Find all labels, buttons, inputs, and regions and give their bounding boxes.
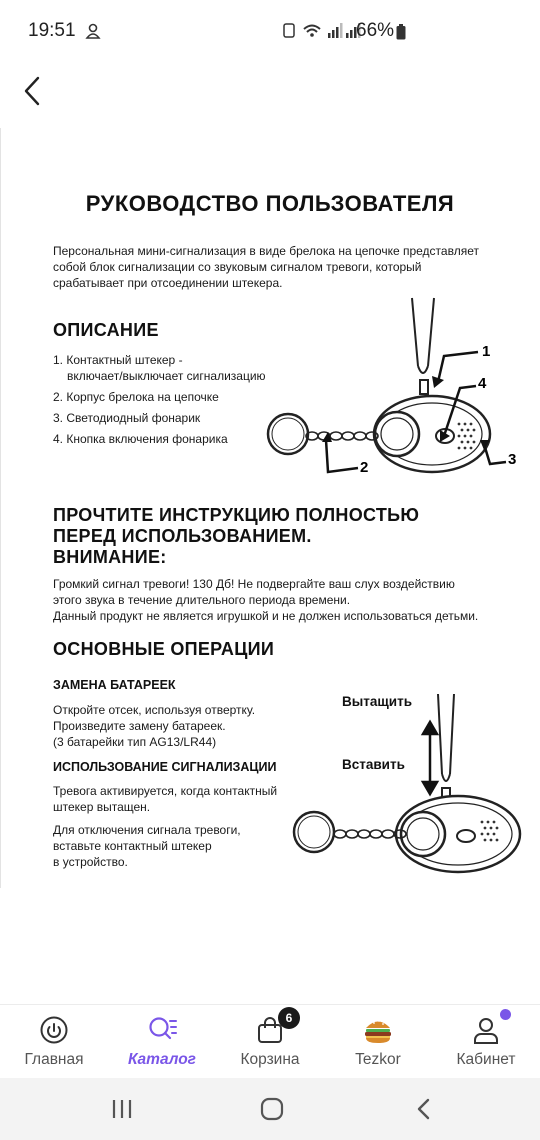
nav-item-catalog[interactable] [108,1005,216,1079]
list-item: 3. Светодиодный фонарик [53,411,201,425]
system-nav-bar [0,1078,540,1140]
home-icon[interactable] [258,1096,286,1122]
list-item: 2. Корпус брелока на цепочке [53,390,219,404]
callout-1: 1 [482,343,491,360]
back-nav-icon[interactable] [410,1096,438,1122]
nav-item-home[interactable] [0,1005,108,1079]
alarm-heading: ИСПОЛЬЗОВАНИЕ СИГНАЛИЗАЦИИ [53,760,277,774]
battery-heading: ЗАМЕНА БАТАРЕЕК [53,678,176,692]
battery-percent: 66% [356,20,395,41]
back-button[interactable] [14,72,52,110]
disable-text: Для отключения сигнала тревоги, вставьте контактный штекер в устройство. [53,823,241,869]
nav-label: Кабинет [456,1051,516,1068]
battery-icon [396,24,406,40]
status-bar [0,0,540,64]
callout-3: 3 [508,451,517,468]
battery-text: Откройте отсек, используя отвертку. Произведите замену батареек. (3 батарейки тип AG13/LR44) [53,703,256,749]
intro-text: Персональная мини-сигнализация в виде брелока на цепочке представляет собой блок сигнализации со звуковым сигналом тревоги, который срабатывает при отсоединении штекера. [53,244,479,290]
label-pull: Вытащить [342,694,412,709]
signal-icons [282,20,362,40]
catalog-search-icon [147,1015,177,1045]
user-icon [471,1015,501,1045]
nav-label: Tezkor [355,1051,401,1068]
read-instructions-heading: ПРОЧТИТЕ ИНСТРУКЦИЮ ПОЛНОСТЬЮ ПЕРЕД ИСПОЛЬЗОВАНИЕМ. ВНИМАНИЕ: [53,505,420,567]
operations-heading: ОСНОВНЫЕ ОПЕРАЦИИ [53,639,275,659]
list-item: 1. Контактный штекер - включает/выключает сигнализацию [53,353,266,383]
notification-icon [84,22,102,40]
bottom-nav [0,1004,540,1078]
plug-diagram [288,694,528,884]
nav-label: Каталог [128,1051,196,1068]
power-icon [39,1015,69,1045]
recent-apps-icon[interactable] [108,1096,136,1122]
warning-text: Громкий сигнал тревоги! 130 Дб! Не подвергайте ваш слух воздействию этого звука в течение длительного периода времени. Данный продукт не является игрушкой и не должен использоваться детьми. [53,577,479,623]
parts-list [53,352,266,452]
callout-2: 2 [360,459,369,476]
keychain-diagram [262,296,522,496]
status-time: 19:51 [28,20,76,41]
document-edge [0,128,1,888]
nav-item-cart[interactable] [216,1005,324,1079]
description-heading: ОПИСАНИЕ [53,320,159,340]
callout-4: 4 [478,375,487,392]
notification-dot [500,1009,511,1020]
nav-item-profile[interactable] [432,1005,540,1079]
list-item: 4. Кнопка включения фонарика [53,432,228,446]
nav-item-tezkor[interactable] [324,1005,432,1079]
burger-icon [363,1015,393,1045]
nav-label: Корзина [240,1051,300,1068]
cart-badge: 6 [278,1007,300,1029]
alarm-text: Тревога активируется, когда контактный штекер вытащен. [53,784,278,814]
document-title: РУКОВОДСТВО ПОЛЬЗОВАТЕЛЯ [85,191,455,216]
label-insert: Вставить [342,757,405,772]
attention-heading: ВНИМАНИЕ: [53,547,167,567]
nav-label: Главная [24,1051,84,1068]
